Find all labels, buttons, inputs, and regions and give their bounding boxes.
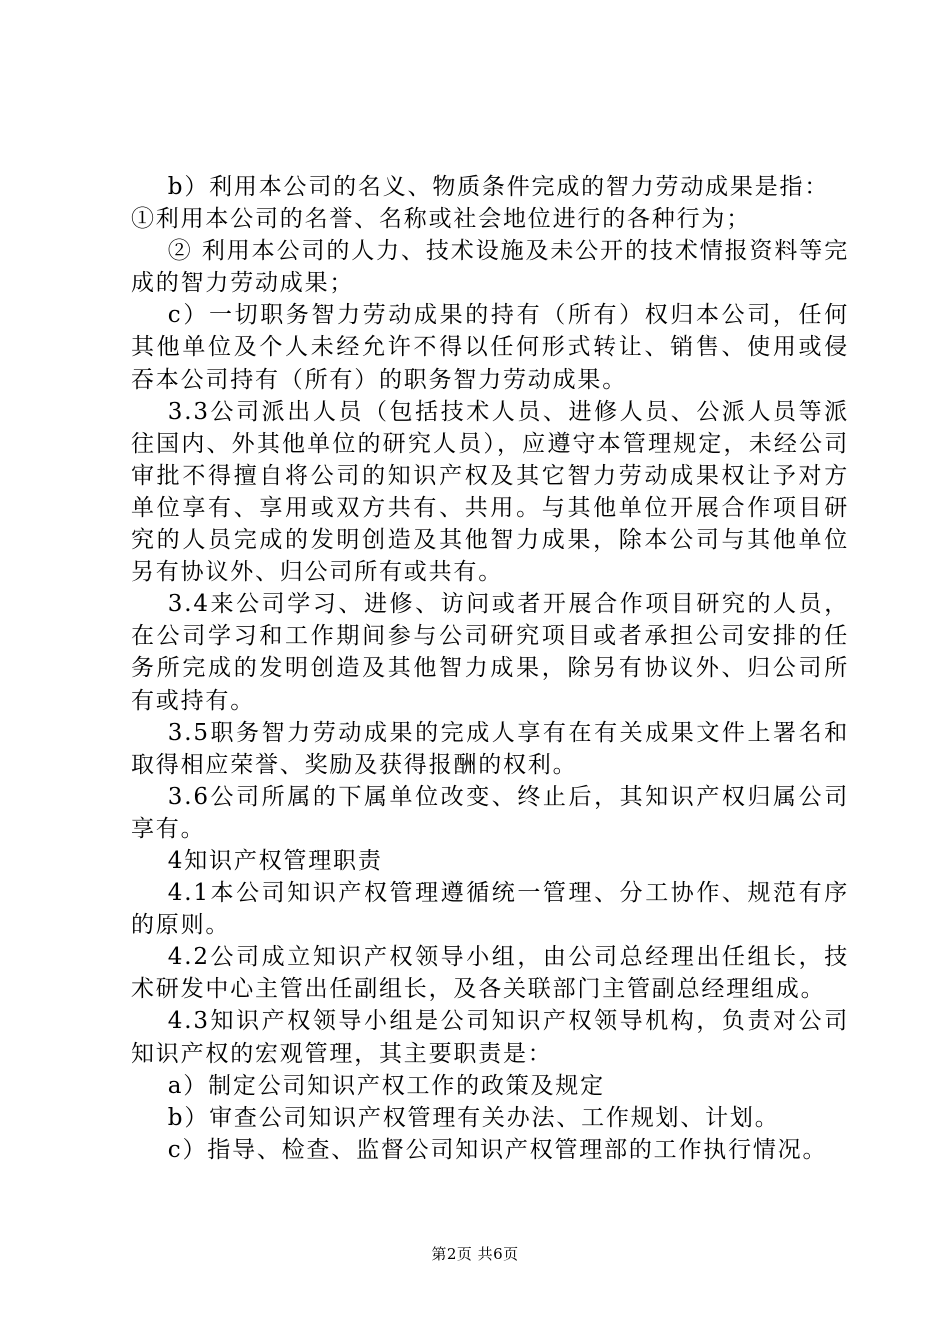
paragraph-4-1: 4.1本公司知识产权管理遵循统一管理、分工协作、规范有序的原则。 [131, 880, 849, 939]
paragraph-4-2: 4.2公司成立知识产权领导小组，由公司总经理出任组长，技术研发中心主管出任副组长，及各关联部门主管副总经理组成。 [131, 944, 849, 1003]
paragraph-4-3: 4.3知识产权领导小组是公司知识产权领导机构，负责对公司知识产权的宏观管理，其主要职责是： [131, 1008, 849, 1067]
paragraph-3-3: 3.3公司派出人员（包括技术人员、进修人员、公派人员等派往国内、外其他单位的研究人员），应遵守本管理规定，未经公司审批不得擅自将公司的知识产权及其它智力劳动成果权让予对方单位享有、享用或双方共有、共用。与其他单位开展合作项目研究的人员完成的发明创造及其他智力成果，除本公司与其他单位另有协议外、归公司所有或共有。 [131, 398, 849, 586]
document-body [131, 171, 849, 1166]
section-heading-4: 4知识产权管理职责 [167, 847, 383, 874]
paragraph-b-definition: b）利用本公司的名义、物质条件完成的智力劳动成果是指： [167, 174, 830, 200]
paragraph-c-ownership: c）一切职务智力劳动成果的持有（所有）权归本公司，任何其他单位及个人未经允许不得以任何形式转让、销售、使用或侵吞本公司持有（所有）的职务智力劳动成果。 [131, 302, 849, 393]
duty-item-c: c）指导、检查、监督公司知识产权管理部的工作执行情况。 [167, 1136, 828, 1163]
duty-item-b: b）审查公司知识产权管理有关办法、工作规划、计划。 [167, 1104, 780, 1131]
paragraph-item-2: ② 利用本公司的人力、技术设施及未公开的技术情报资料等完成的智力劳动成果； [131, 238, 849, 297]
paragraph-3-6: 3.6公司所属的下属单位改变、终止后，其知识产权归属公司享有。 [131, 783, 849, 842]
paragraph-item-1: ①利用本公司的名誉、名称或社会地位进行的各种行为； [131, 206, 751, 233]
duty-item-a: a）制定公司知识产权工作的政策及规定 [167, 1072, 605, 1099]
paragraph-3-5: 3.5职务智力劳动成果的完成人享有在有关成果文件上署名和取得相应荣誉、奖励及获得报酬的权利。 [131, 719, 849, 778]
page-number-footer: 第2页 共6页 [431, 1245, 519, 1263]
paragraph-3-4: 3.4来公司学习、进修、访问或者开展合作项目研究的人员，在公司学习和工作期间参与公司研究项目或者承担公司安排的任务所完成的发明创造及其他智力成果，除另有协议外、归公司所有或持有。 [131, 591, 849, 714]
